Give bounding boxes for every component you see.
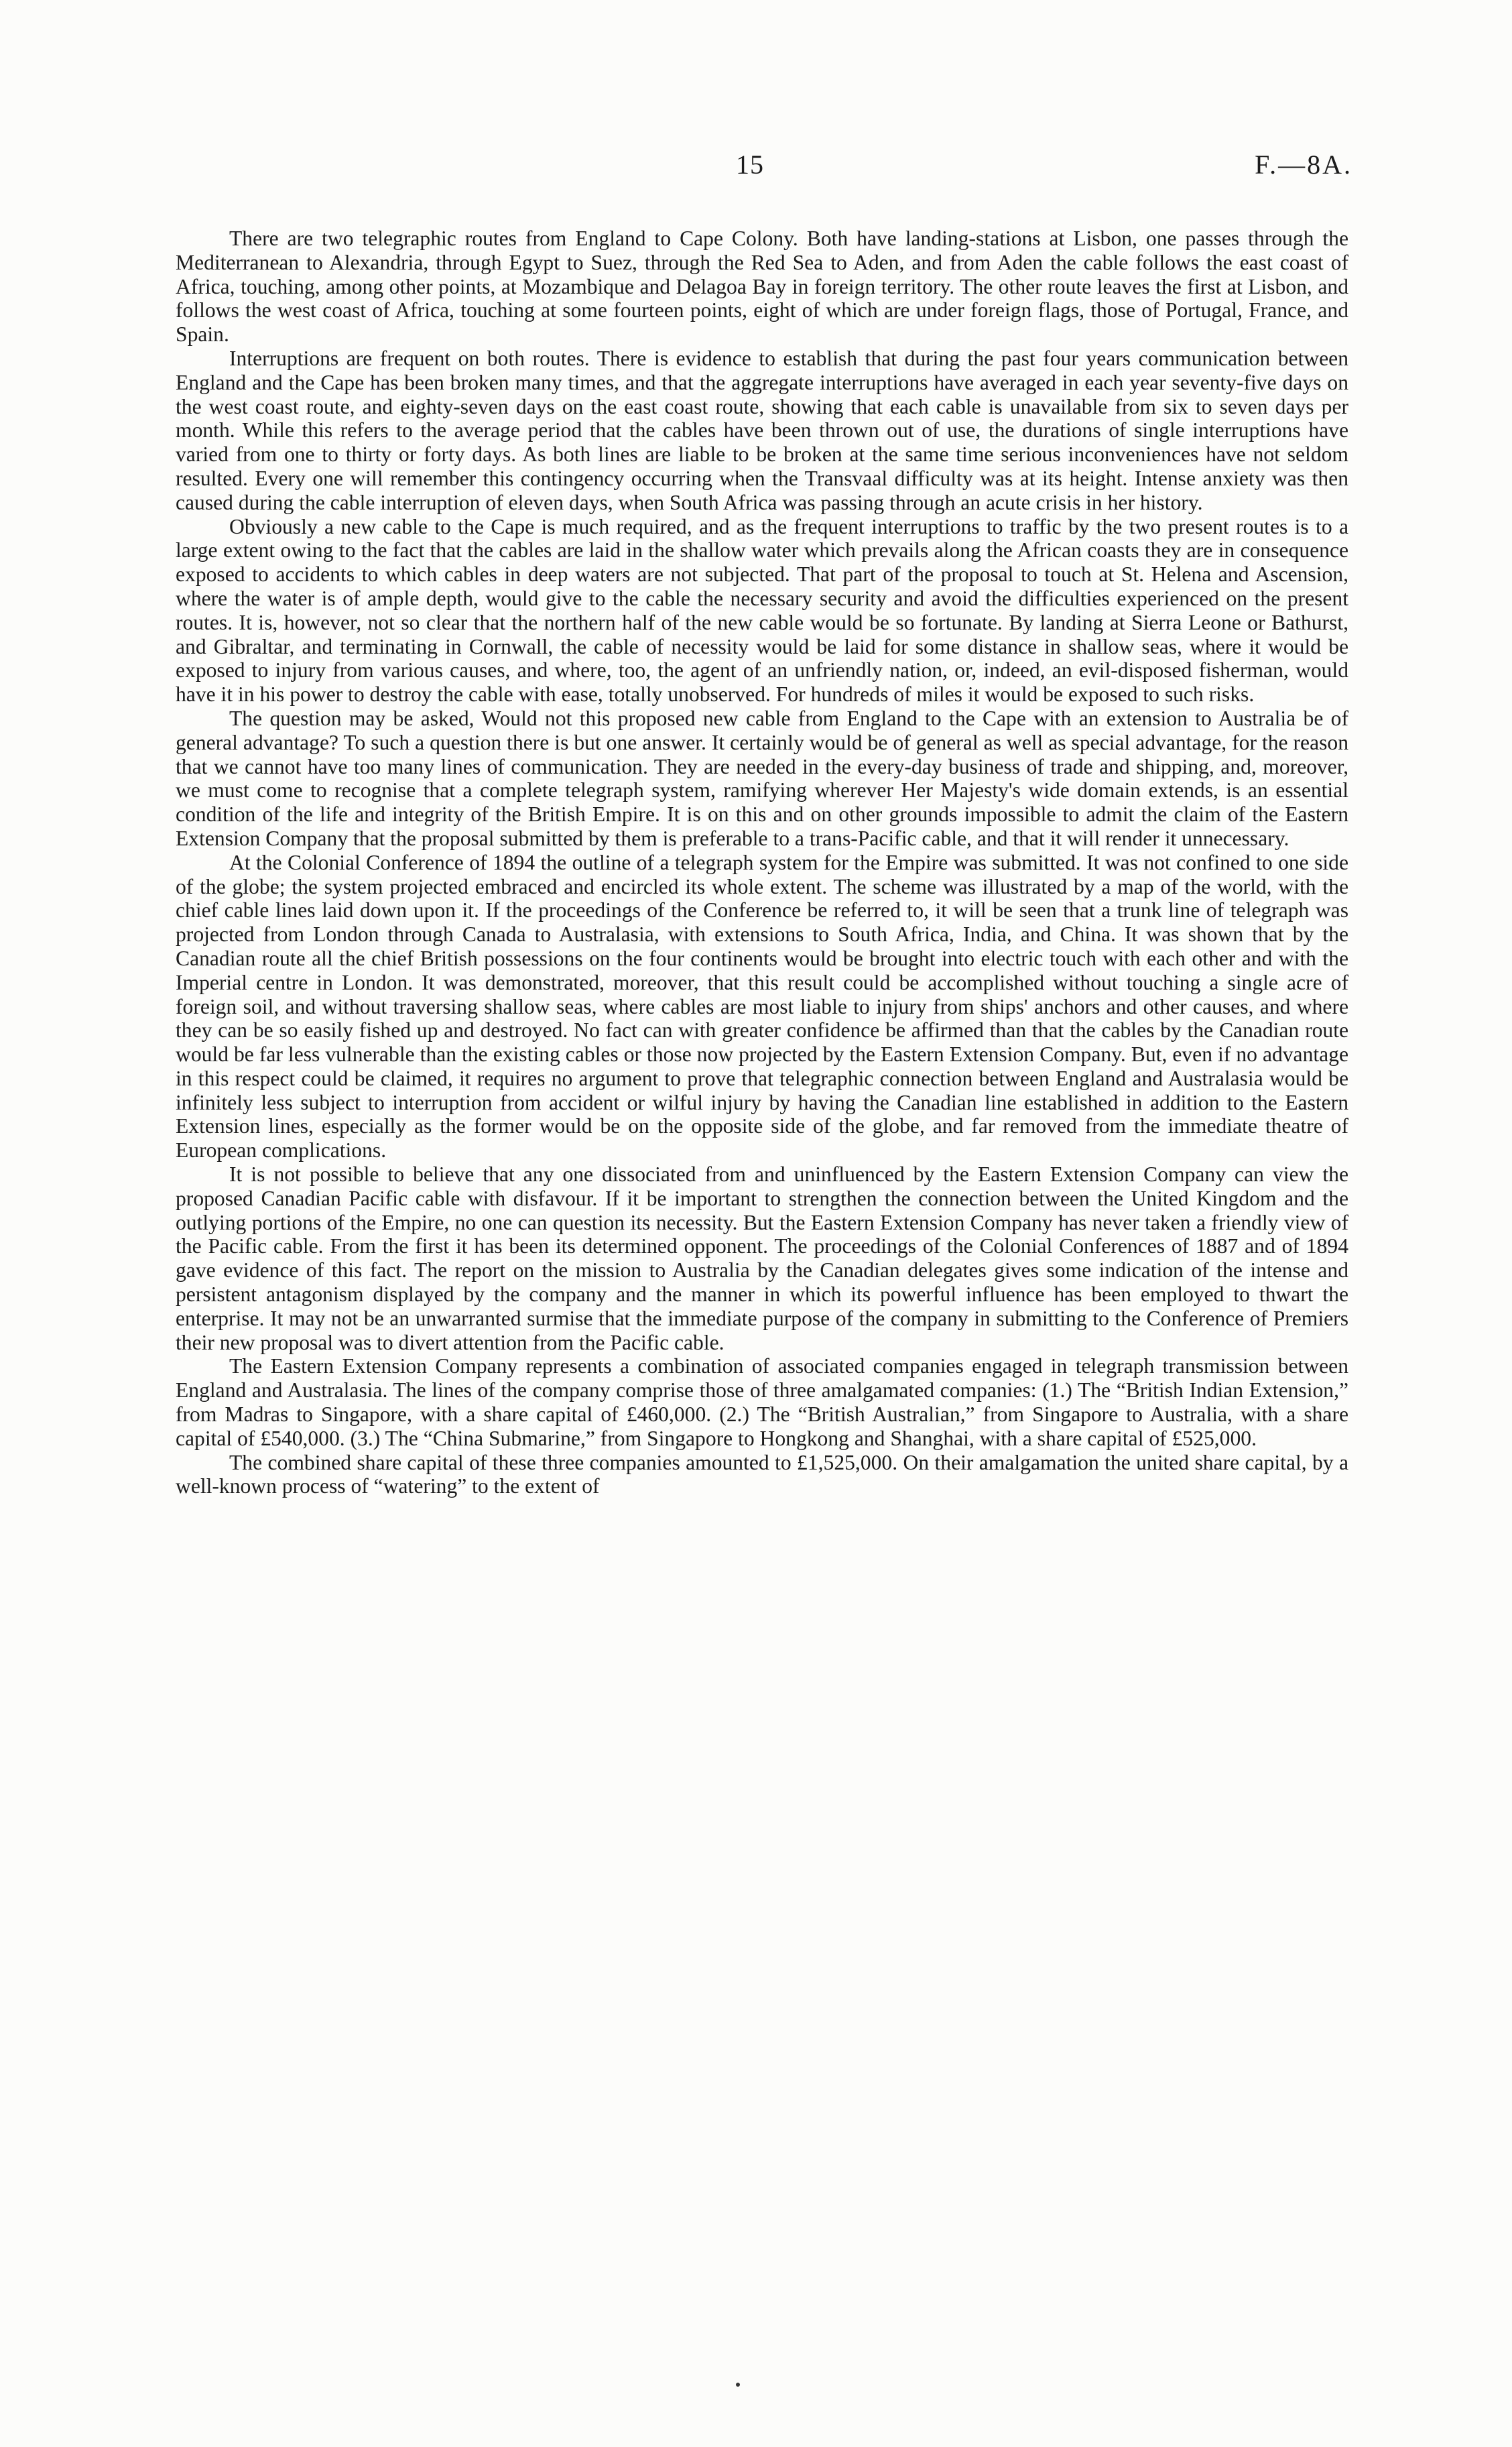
paragraph: The combined share capital of these three companies amounted to £1,525,000. On their amalgamation the united share capital, by a well-known process of “watering” to the extent of	[176, 1450, 1348, 1498]
paragraph: At the Colonial Conference of 1894 the outline of a telegraph system for the Empire was submitted. It was not confined to one side of the globe; the system projected embraced and encircled its whole extent. The scheme was illustrated by a map of the world, with the chief cable lines laid down upon it. If the proceedings of the Conference be referred to, it will be seen that a trunk line of telegraph was projected from London through Canada to Australasia, with extensions to South Africa, India, and China. It was shown that by the Canadian route all the chief British possessions on the four continents would be brought into electric touch with each other and with the Imperial centre in London. It was demonstrated, moreover, that this result could be accomplished without touching a single acre of foreign soil, and without traversing shallow seas, where cables are most liable to injury from ships' anchors and other causes, and where they can be so easily fished up and destroyed. No fact can with greater confidence be affirmed than that the cables by the Canadian route would be far less vulnerable than the existing cables or those now projected by the Eastern Extension Company. But, even if no advantage in this respect could be claimed, it requires no argument to prove that telegraphic connection between England and Australasia would be infinitely less subject to interruption from accident or wilful injury by having the Canadian line established in addition to the Eastern Extension lines, especially as the former would be on the opposite side of the globe, and far removed from the immediate theatre of European complications.	[176, 850, 1348, 1162]
page-header	[0, 149, 1512, 189]
paragraph: There are two telegraphic routes from England to Cape Colony. Both have landing-stations at Lisbon, one passes through the Mediterranean to Alexandria, through Egypt to Suez, through the Red Sea to Aden, and from Aden the cable follows the east coast of Africa, touching, among other points, at Mozambique and Delagoa Bay in foreign territory. The other route leaves the first at Lisbon, and follows the west coast of Africa, touching at some fourteen points, eight of which are under foreign flags, those of Portugal, France, and Spain.	[176, 227, 1348, 347]
ink-speck	[736, 2383, 740, 2387]
paragraph: The Eastern Extension Company represents a combination of associated companies engaged in telegraph transmission between England and Australasia. The lines of the company comprise those of three amalgamated companies: (1.) The “British Indian Extension,” from Madras to Singapore, with a share capital of £460,000. (2.) The “British Australian,” from Singapore to Australia, with a share capital of £540,000. (3.) The “China Submarine,” from Singapore to Hongkong and Shanghai, with a share capital of £525,000.	[176, 1354, 1348, 1450]
page-number: 15	[736, 150, 764, 180]
paragraph: The question may be asked, Would not this proposed new cable from England to the Cape with an extension to Australia be of general advantage? To such a question there is but one answer. It certainly would be of general as well as special advantage, for the reason that we cannot have too many lines of communication. They are needed in the every-day business of trade and shipping, and, moreover, we must come to recognise that a complete telegraph system, ramifying wherever Her Majesty's wide domain extends, is an essential condition of the life and integrity of the British Empire. It is on this and on other grounds impossible to admit the claim of the Eastern Extension Company that the proposal submitted by them is preferable to a trans-Pacific cable, and that it will render it unnecessary.	[176, 706, 1348, 850]
paragraph: Obviously a new cable to the Cape is much required, and as the frequent interruptions to traffic by the two present routes is to a large extent owing to the fact that the cables are laid in the shallow water which prevails along the African coasts they are in consequence exposed to accidents to which cables in deep waters are not subjected. That part of the proposal to touch at St. Helena and Ascension, where the water is of ample depth, would give to the cable the necessary security and avoid the difficulties experienced on the present routes. It is, however, not so clear that the northern half of the new cable would be so fortunate. By landing at Sierra Leone or Bathurst, and Gibraltar, and terminating in Cornwall, the cable of necessity would be laid for some distance in shallow seas, where it would be exposed to injury from various causes, and where, too, the agent of an unfriendly nation, or, indeed, an evil-disposed fisherman, would have it in his power to destroy the cable with ease, totally unobserved. For hundreds of miles it would be exposed to such risks.	[176, 514, 1348, 707]
paper-reference: F.—8A.	[1255, 150, 1352, 180]
body-text	[176, 227, 1348, 1498]
paragraph: Interruptions are frequent on both routes. There is evidence to establish that during the past four years communication between England and the Cape has been broken many times, and that the aggregate interruptions have averaged in each year seventy-five days on the west coast route, and eighty-seven days on the east coast route, showing that each cable is unavailable from six to seven days per month. While this refers to the average period that the cables have been thrown out of use, the durations of single interruptions have varied from one to thirty or forty days. As both lines are liable to be broken at the same time serious inconveniences have not seldom resulted. Every one will remember this contingency occurring when the Transvaal difficulty was at its height. Intense anxiety was then caused during the cable interruption of eleven days, when South Africa was passing through an acute crisis in her history.	[176, 346, 1348, 514]
paragraph: It is not possible to believe that any one dissociated from and uninfluenced by the Eastern Extension Company can view the proposed Canadian Pacific cable with disfavour. If it be important to strengthen the connection between the United Kingdom and the outlying portions of the Empire, no one can question its necessity. But the Eastern Extension Company has never taken a friendly view of the Pacific cable. From the first it has been its determined opponent. The proceedings of the Colonial Conferences of 1887 and of 1894 gave evidence of this fact. The report on the mission to Australia by the Canadian delegates gives some indication of the intense and persistent antagonism displayed by the company and the manner in which its powerful influence has been employed to thwart the enterprise. It may not be an unwarranted surmise that the immediate purpose of the company in submitting to the Conference of Premiers their new proposal was to divert attention from the Pacific cable.	[176, 1162, 1348, 1354]
